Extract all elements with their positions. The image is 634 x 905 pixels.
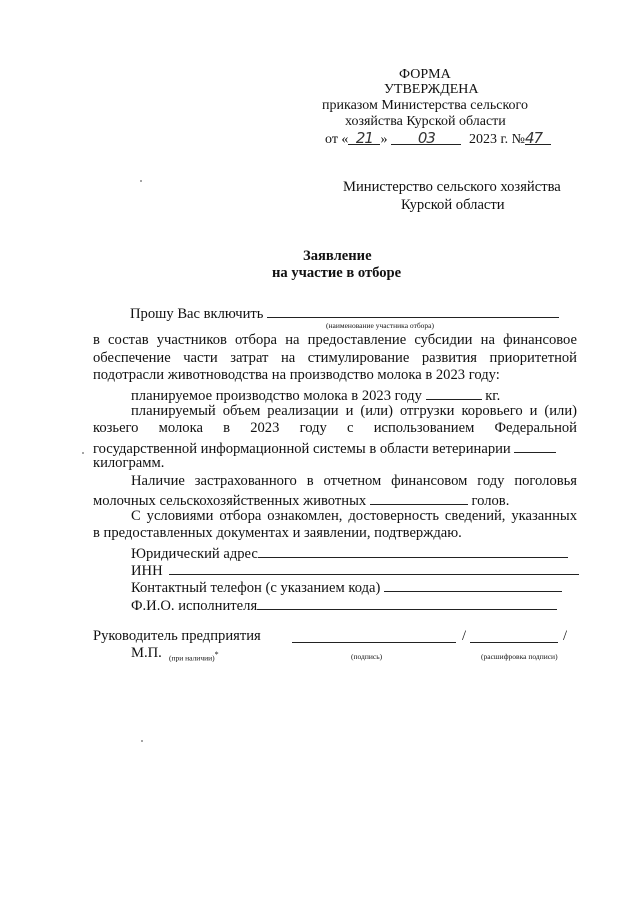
month-field	[391, 130, 461, 145]
paragraph1-line2: обеспечение части затрат на стимулирование развития приоритетной	[93, 350, 577, 366]
scan-speck	[82, 452, 84, 454]
insured-livestock-field[interactable]	[370, 490, 468, 505]
approved-label: УТВЕРЖДЕНА	[384, 82, 479, 97]
stamp-place-hint	[169, 650, 219, 663]
livestock-unit: голов.	[471, 493, 510, 509]
scan-speck	[141, 740, 143, 742]
number-field	[525, 130, 551, 145]
paragraph2-line3-text: государственной информационной системы в области ветеринарии	[93, 441, 511, 457]
fio-label: Ф.И.О. исполнителя	[131, 598, 258, 614]
stamp-place-hint-text: (при наличии)	[169, 653, 215, 663]
day-handwritten: 21	[355, 129, 373, 147]
document-subtitle: на участие в отборе	[272, 265, 402, 281]
paragraph4-line1: С условиями отбора ознакомлен, достоверность сведений, указанных	[131, 508, 577, 524]
paragraph4-line2: в предоставленных документах и заявлении, подтверждаю.	[93, 525, 462, 541]
document-title: Заявление	[303, 248, 372, 264]
addressee-line1: Министерство сельского хозяйства	[343, 179, 561, 195]
approval-order-line2: хозяйства Курской области	[345, 114, 506, 129]
signature-decode-field[interactable]	[470, 642, 558, 643]
sales-volume-field[interactable]	[514, 438, 556, 453]
signature-hint: (подпись)	[351, 652, 383, 661]
approval-date-line	[325, 130, 551, 148]
legal-address-label: Юридический адрес	[131, 546, 258, 562]
request-line	[130, 303, 559, 323]
approval-order-line1: приказом Министерства сельского	[322, 98, 528, 113]
phone-line	[131, 577, 562, 597]
scan-speck	[140, 180, 142, 182]
planned-production-unit: кг.	[485, 388, 501, 404]
paragraph1-line1: в состав участников отбора на предоставление субсидии на финансовое	[93, 332, 577, 348]
paragraph3-line2	[93, 490, 509, 510]
planned-production-field[interactable]	[426, 385, 482, 400]
stamp-place-footnote-mark: *	[214, 650, 219, 659]
month-handwritten: 03	[417, 129, 435, 147]
signature-slash-right: /	[563, 628, 568, 644]
paragraph3-line1: Наличие застрахованного в отчетном финансовом году поголовья	[131, 473, 577, 489]
paragraph2-line4: килограмм.	[93, 455, 165, 471]
signature-decode-hint: (расшифровка подписи)	[481, 652, 558, 661]
legal-address-field[interactable]	[258, 543, 568, 558]
signature-field[interactable]	[292, 642, 456, 643]
paragraph2-line1: планируемый объем реализации и (или) отгрузки коровьего и (или)	[131, 403, 577, 419]
year-number-text: 2023 г. №	[468, 132, 525, 147]
planned-production-line	[131, 385, 500, 405]
planned-production-label: планируемое производство молока в 2023 году	[131, 388, 422, 404]
paragraph3-line2-text: молочных сельскохозяйственных животных	[93, 493, 367, 509]
addressee-line2: Курской области	[401, 197, 505, 213]
form-label: ФОРМА	[399, 67, 451, 82]
paragraph1-line3: подотрасли животноводства на производство молока в 2023 году:	[93, 367, 500, 383]
participant-name-field[interactable]	[267, 303, 559, 318]
request-label: Прошу Вас включить	[130, 306, 264, 322]
phone-field[interactable]	[384, 577, 562, 592]
phone-label: Контактный телефон (с указанием кода)	[131, 580, 381, 596]
head-of-enterprise-label: Руководитель предприятия	[93, 628, 261, 644]
participant-name-hint: (наименование участника отбора)	[326, 321, 434, 330]
fio-field[interactable]	[257, 595, 557, 610]
fio-line	[131, 595, 557, 615]
date-prefix: от «	[325, 132, 349, 147]
day-field	[348, 130, 380, 145]
number-handwritten: 47	[524, 129, 543, 147]
signature-slash-left: /	[462, 628, 467, 644]
inn-field[interactable]	[169, 560, 579, 575]
paragraph2-line2: козьего молока в 2023 году с использованием Федеральной	[93, 420, 577, 436]
stamp-place-label: М.П.	[131, 645, 162, 661]
date-mid: »	[380, 132, 388, 147]
inn-label: ИНН	[131, 563, 163, 579]
